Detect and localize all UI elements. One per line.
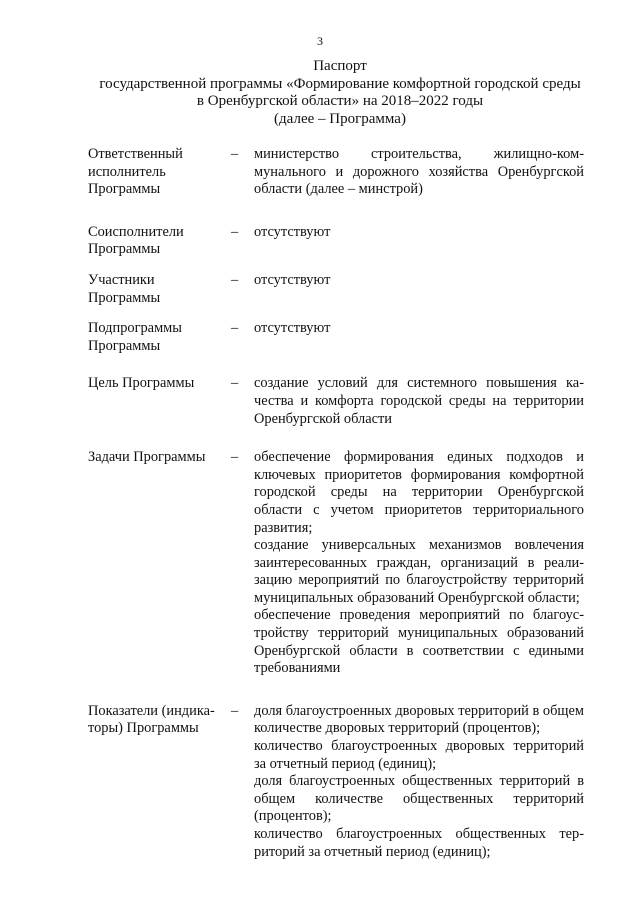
- row-value: [254, 146, 584, 199]
- row-dash: –: [231, 375, 239, 392]
- row-label: Показатели (индикаторы) Программы: [88, 702, 215, 737]
- value-paragraph: создание условий для системного повышения качества и комфорта городской среды на территории Оренбургской области: [254, 375, 584, 427]
- title-line-3: в Оренбургской области» на 2018–2022 годы: [196, 93, 484, 109]
- row-value: [254, 449, 584, 678]
- row-dash: –: [231, 271, 239, 288]
- value-paragraph: создание универсальных механизмов вовлечения заинтересованных граждан, организаций в реализацию мероприятий по благоустройству территорий муниципальных образований Оренбургской области;: [254, 537, 584, 606]
- row-dash: –: [231, 223, 239, 240]
- row-dash: –: [231, 320, 239, 337]
- value-paragraph: количество благоустроенных общественных территорий за отчетный период (единиц);: [254, 826, 584, 860]
- row-responsible-executor: [88, 146, 588, 199]
- row-label: Ответственный исполнитель Программы: [88, 146, 183, 198]
- title-line-2: государственной программы «Формирование комфортной городской среды: [99, 75, 581, 92]
- row-label: Цель Программы: [88, 375, 195, 392]
- row-value: [254, 272, 584, 307]
- passport-table: [88, 146, 588, 861]
- row-dash: –: [231, 702, 239, 719]
- title-line-4: (далее – Программа): [274, 110, 406, 127]
- value-paragraph: доля благоустроенных дворовых территорий в общем количестве дворовых территорий (процентов);: [254, 702, 584, 737]
- value-paragraph: отсутствуют: [254, 320, 331, 337]
- title-line-1: Паспорт: [313, 58, 367, 74]
- row-value: [254, 703, 584, 861]
- row-label: Участники Программы: [88, 271, 161, 306]
- value-paragraph: обеспечение формирования единых подходов и ключевых приоритетов формирования комфортной городской среды на территории Оренбургской области с учетом приоритетов территориального развития;: [254, 449, 584, 536]
- page-number: 3: [317, 34, 323, 48]
- row-co-executors: [88, 224, 588, 259]
- row-label: Подпрограммы Программы: [88, 320, 182, 354]
- row-value: [254, 375, 584, 428]
- value-paragraph: доля благоустроенных общественных территорий в общем количестве общественных территорий (процентов);: [254, 773, 584, 825]
- row-label: Задачи Программы: [88, 449, 206, 466]
- value-paragraph: отсутствуют: [254, 223, 331, 240]
- row-dash: –: [231, 146, 239, 162]
- row-subprograms: [88, 320, 588, 355]
- row-value: [254, 320, 584, 355]
- row-program-indicators: [88, 703, 588, 861]
- document-title: [60, 58, 620, 128]
- value-paragraph: министерство строительства, жилищно-коммунального и дорожного хозяйства Оренбургской области (далее – минстрой): [254, 146, 584, 198]
- value-paragraph: обеспечение проведения мероприятий по благоустройству территорий муниципальных образований Оренбургской области в соответствии с едиными требованиями: [254, 607, 584, 677]
- value-paragraph: количество благоустроенных дворовых территорий за отчетный период (единиц);: [254, 738, 584, 772]
- row-program-goal: [88, 375, 588, 428]
- value-paragraph: отсутствуют: [254, 271, 331, 288]
- row-value: [254, 224, 584, 259]
- row-participants: [88, 272, 588, 307]
- row-program-tasks: [88, 449, 588, 678]
- row-label: Соисполнители Программы: [88, 223, 184, 258]
- row-dash: –: [231, 449, 239, 466]
